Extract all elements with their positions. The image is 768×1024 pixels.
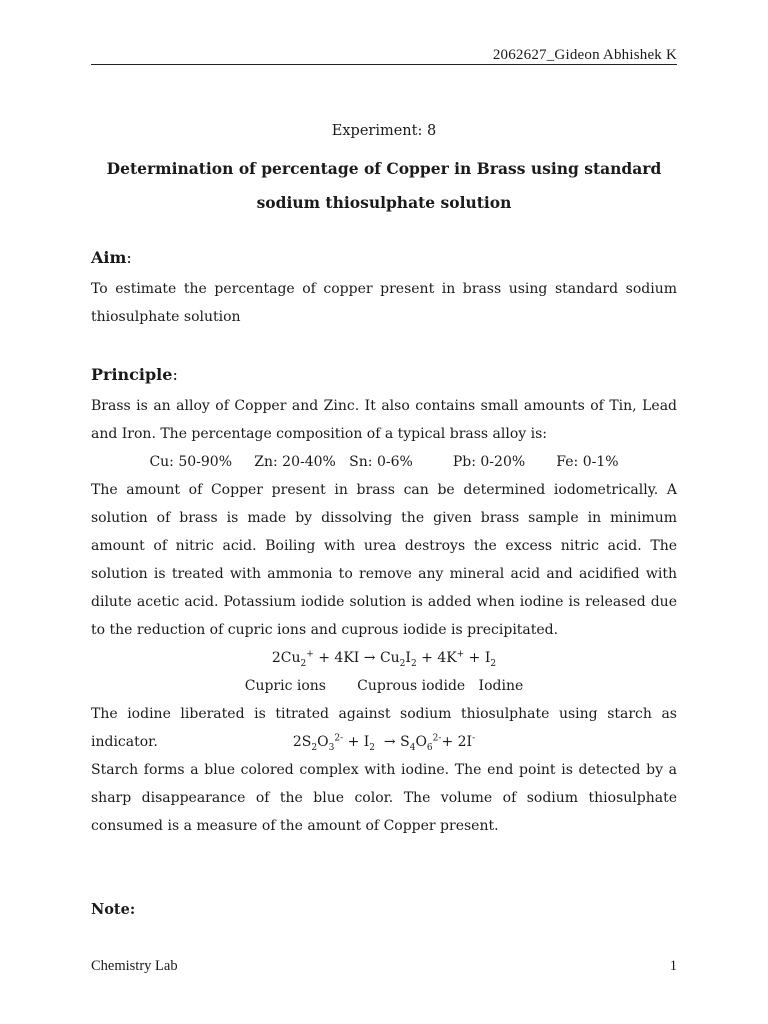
principle-heading: Principle: bbox=[91, 365, 178, 384]
principle-para-3: The iodine liberated is titrated against sodium thiosulphate using starch as indicator. bbox=[91, 706, 677, 750]
equation-2: $2S_2O_3^{2-} + I_2 \to S_4O_6^{2-}+ 2I^-$ bbox=[292, 733, 476, 753]
experiment-number: Experiment: 8 bbox=[331, 123, 437, 139]
note-heading: Note: bbox=[91, 901, 136, 918]
header-author: 2062627_Gideon Abhishek K bbox=[492, 47, 677, 63]
experiment-title: Determination of percentage of Copper in Brass using standard sodium thiosulphate solution bbox=[106, 159, 662, 212]
composition-line: Cu: 50-90% Zn: 20-40% Sn: 0-6% Pb: 0-20% Fe: 0-1% bbox=[149, 454, 619, 470]
aim-text: To estimate the percentage of copper present in brass using standard sodium thiosulphate solution bbox=[91, 281, 677, 325]
principle-para-4: Starch forms a blue colored complex with iodine. The end point is detected by a sharp disappearance of the blue color. The volume of sodium thiosulphate consumed is a measure of the amount of Copper present. bbox=[91, 762, 677, 834]
equation-1: $2Cu_2^+ + 4KI \to Cu_2I_2 + 4K^+ + I_2$ bbox=[271, 649, 497, 669]
aim-heading: Aim: bbox=[91, 248, 132, 267]
equation-1-labels: Cupric ions Cuprous iodide Iodine bbox=[244, 678, 524, 694]
principle-para-1: Brass is an alloy of Copper and Zinc. It also contains small amounts of Tin, Lead and Iron. The percentage composition of a typical brass alloy is: bbox=[91, 398, 677, 442]
header-rule bbox=[91, 64, 677, 65]
footer-lab-name: Chemistry Lab bbox=[91, 958, 178, 974]
footer-page-number: 1 bbox=[669, 958, 677, 974]
principle-para-2: The amount of Copper present in brass can be determined iodometrically. A solution of brass is made by dissolving the given brass sample in minimum amount of nitric acid. Boiling with urea destroys the excess nitric acid. The solution is treated with ammonia to remove any mineral acid and acidified with dilute acetic acid. Potassium iodide solution is added when iodine is released due to the reduction of cupric ions and cuprous iodide is precipitated. bbox=[91, 482, 677, 638]
